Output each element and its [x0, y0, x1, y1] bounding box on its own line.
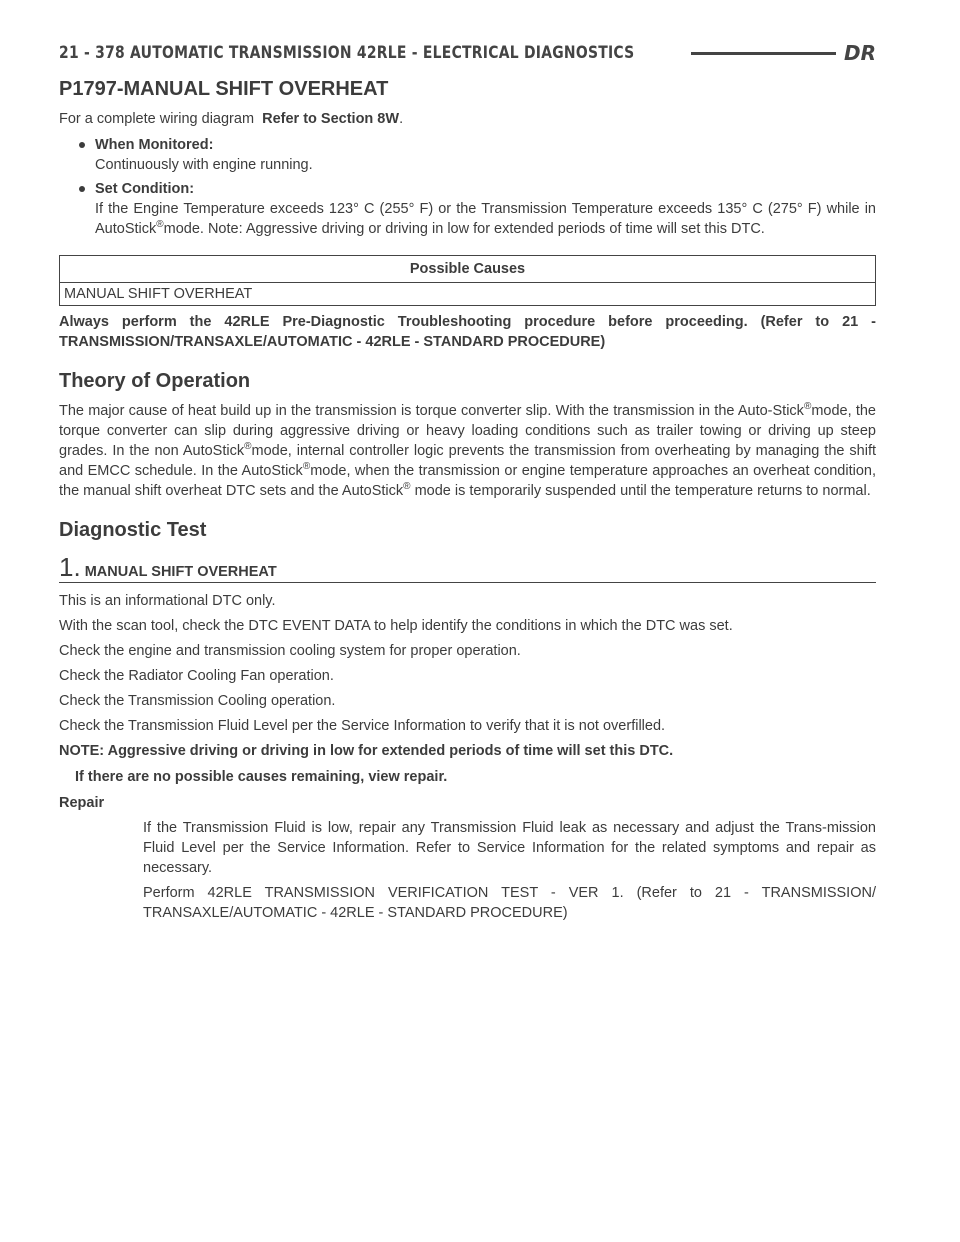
- registered-mark: ®: [803, 401, 812, 413]
- list-item: [59, 135, 876, 175]
- page-title: P1797-MANUAL SHIFT OVERHEAT: [59, 78, 389, 100]
- header-text: 21 - 378 AUTOMATIC TRANSMISSION 42RLE - ELECTRICAL DIAGNOSTICS: [59, 43, 635, 63]
- if-none-line: If there are no possible causes remaining, view repair.: [75, 769, 448, 785]
- bullet-text-a: If the Engine Temperature exceeds 123° C (255° F) or the Transmission Temperature exceeds 135° C (275° F) while in AutoStick: [95, 201, 876, 237]
- test-line: With the scan tool, check the DTC EVENT DATA to help identify the conditions in which the DTC was set.: [59, 618, 733, 634]
- step-header: [59, 554, 876, 583]
- step-title: MANUAL SHIFT OVERHEAT: [84, 564, 277, 580]
- theory-paragraph: [59, 401, 876, 501]
- header-logo: DR: [843, 41, 876, 65]
- registered-mark: ®: [244, 441, 252, 453]
- registered-mark: ®: [403, 481, 411, 493]
- table-row: [60, 283, 876, 306]
- wiring-suffix: .: [399, 111, 404, 127]
- theory-text-2: mode, the torque converter can slip during aggressive driving or heavy loading conditions such as trailer towing or driving up steep grades. In the non AutoStick: [59, 403, 876, 459]
- theory-text-5: mode is temporarily suspended until the temperature returns to normal.: [414, 483, 871, 499]
- theory-text-1: The major cause of heat build up in the transmission is torque converter slip. With the transmission in the Auto-Stick: [59, 403, 804, 419]
- theory-text-3: mode, internal controller logic prevents the transmission from overheating by managing the shift and EMCC schedule. In the AutoStick: [59, 443, 877, 479]
- condition-list: [59, 135, 876, 239]
- table-header: Possible Causes: [60, 256, 876, 283]
- test-line: Check the Radiator Cooling Fan operation.: [59, 668, 334, 684]
- bullet-text-b: mode. Note: Aggressive driving or driving in low for extended periods of time will set this DTC.: [163, 221, 765, 237]
- test-line: Check the Transmission Cooling operation.: [59, 693, 336, 709]
- wiring-reference: [59, 109, 876, 129]
- repair-paragraph: If the Transmission Fluid is low, repair any Transmission Fluid leak as necessary and adjust the Trans-mission Fluid Level per the Service Information. Refer to Service Information for the related symptoms and repair as necessary.: [143, 820, 876, 876]
- manual-page: [59, 38, 876, 928]
- header-rule: [691, 52, 836, 55]
- table-cell: MANUAL SHIFT OVERHEAT: [60, 283, 876, 306]
- repair-body: [59, 818, 876, 923]
- bullet-text: [95, 199, 876, 239]
- repair-paragraph: Perform 42RLE TRANSMISSION VERIFICATION TEST - VER 1. (Refer to 21 - TRANSMISSION/ TRANSAXLE/AUTOMATIC - 42RLE - STANDARD PROCEDURE): [143, 885, 876, 921]
- theory-heading: Theory of Operation: [59, 370, 251, 392]
- diagnostic-heading: Diagnostic Test: [59, 519, 207, 541]
- test-line: Check the engine and transmission cooling system for proper operation.: [59, 643, 521, 659]
- registered-mark: ®: [156, 219, 164, 231]
- bullet-label: Set Condition:: [95, 181, 195, 197]
- bullet-label: When Monitored:: [95, 137, 214, 153]
- test-lines: [59, 591, 876, 923]
- theory-text-4: mode, when the transmission or engine temperature approaches an overheat condition, the manual shift overheat DTC sets and the AutoStick: [59, 463, 876, 499]
- wiring-link[interactable]: Refer to Section 8W: [262, 111, 400, 127]
- test-line: This is an informational DTC only.: [59, 593, 276, 609]
- repair-label: Repair: [59, 795, 105, 811]
- list-item: [59, 179, 876, 239]
- page-header: [59, 38, 876, 68]
- test-line: Check the Transmission Fluid Level per the Service Information to verify that it is not overfilled.: [59, 718, 666, 734]
- bullet-text: Continuously with engine running.: [95, 157, 313, 173]
- note-line: NOTE: Aggressive driving or driving in low for extended periods of time will set this DTC.: [59, 743, 674, 759]
- wiring-prefix: For a complete wiring diagram: [59, 111, 255, 127]
- pre-diagnostic-note: Always perform the 42RLE Pre-Diagnostic Troubleshooting procedure before proceeding. (Refer to 21 - TRANSMISSION/TRANSAXLE/AUTOMATIC - 42RLE - STANDARD PROCEDURE): [59, 314, 876, 350]
- step-number: 1.: [59, 552, 81, 582]
- possible-causes-table: [59, 255, 876, 306]
- registered-mark: ®: [302, 461, 311, 473]
